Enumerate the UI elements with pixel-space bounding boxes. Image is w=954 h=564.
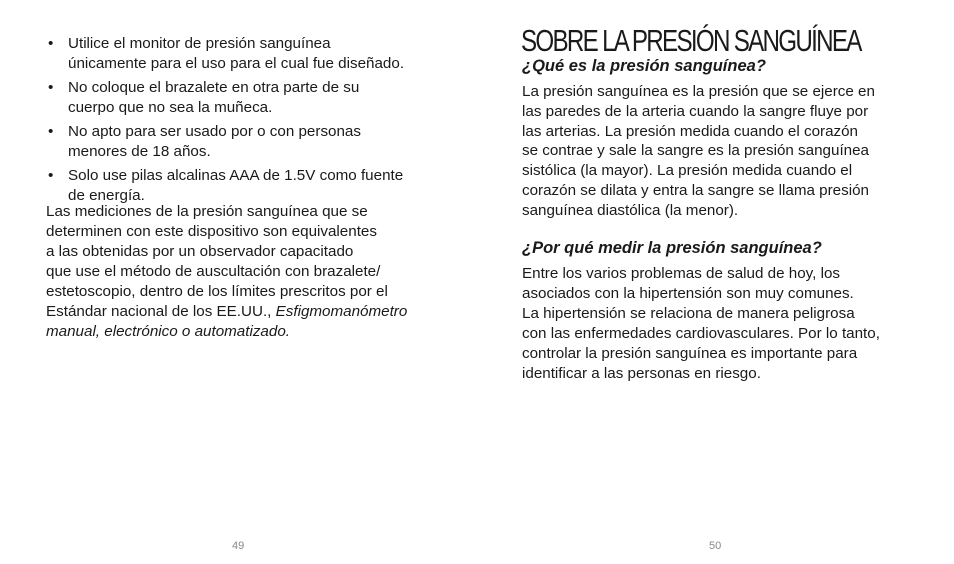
page-title: SOBRE LA PRESIÓN SANGUÍNEA: [521, 23, 861, 58]
bullet-icon: •: [48, 35, 54, 52]
paragraph-line: sanguínea diastólica (la menor).: [522, 201, 739, 219]
list-item: [46, 78, 446, 118]
list-item: [46, 122, 446, 162]
paragraph-line: controlar la presión sanguínea es importante para: [522, 345, 858, 362]
list-item-line: cuerpo que no sea la muñeca.: [68, 99, 273, 116]
paragraph-line: [46, 302, 446, 322]
paragraph-line: asociados con la hipertensión son muy comunes.: [522, 285, 854, 302]
list-item-line: Utilice el monitor de presión sanguínea: [68, 35, 331, 52]
paragraph-line: determinen con este dispositivo son equivalentes: [46, 223, 377, 240]
list-item-line: Solo use pilas alcalinas AAA de 1.5V como fuente: [68, 167, 404, 184]
section-heading-what-is: ¿Qué es la presión sanguínea?: [522, 57, 766, 75]
section-body-why-measure: [522, 264, 922, 384]
page-number-left: 49: [232, 540, 245, 552]
list-item-line: No coloque el brazalete en otra parte de su: [68, 79, 360, 96]
paragraph-line: las paredes de la arteria cuando la sangre fluye por: [522, 102, 869, 120]
paragraph-line: corazón se dilata y entra la sangre se llama presión: [522, 181, 869, 199]
right-page: [477, 0, 954, 564]
page-number-right: 50: [709, 540, 722, 552]
standard-text: Estándar nacional de los EE.UU.,: [46, 303, 276, 320]
paragraph-line: con las enfermedades cardiovasculares. Por lo tanto,: [522, 325, 880, 342]
standard-italic-text: Esfigmomanómetro: [275, 303, 408, 320]
list-item-line: únicamente para el uso para el cual fue diseñado.: [68, 55, 405, 72]
section-body-what-is: [522, 82, 917, 221]
list-item: [46, 166, 446, 206]
paragraph-line: identificar a las personas en riesgo.: [522, 365, 761, 382]
paragraph-line: se contrae y sale la sangre es la presión sanguínea: [522, 142, 869, 160]
section-heading-why-measure: ¿Por qué medir la presión sanguínea?: [522, 239, 822, 257]
paragraph-line: las arterias. La presión medida cuando el corazón: [522, 122, 859, 140]
paragraph-line: La presión sanguínea es la presión que se ejerce en: [522, 83, 875, 100]
accuracy-paragraph: [46, 202, 446, 342]
list-item: [46, 34, 446, 74]
paragraph-line: sistólica (la mayor). La presión medida cuando el: [522, 162, 853, 180]
bullet-icon: •: [48, 123, 54, 140]
list-item-line: menores de 18 años.: [68, 143, 211, 160]
paragraph-line: La hipertensión se relaciona de manera peligrosa: [522, 305, 855, 322]
precautions-list: [46, 34, 446, 210]
paragraph-line: estetoscopio, dentro de los límites prescritos por el: [46, 283, 388, 300]
paragraph-line: Las mediciones de la presión sanguínea que se: [46, 203, 368, 220]
bullet-icon: •: [48, 167, 54, 184]
standard-italic-text: manual, electrónico o automatizado.: [46, 323, 290, 340]
list-item-line: de energía.: [68, 187, 145, 204]
bullet-icon: •: [48, 79, 54, 96]
paragraph-line: [46, 322, 446, 342]
list-item-line: No apto para ser usado por o con personas: [68, 123, 361, 140]
paragraph-line: que use el método de auscultación con brazalete/: [46, 263, 381, 280]
paragraph-line: a las obtenidas por un observador capacitado: [46, 243, 354, 260]
paragraph-line: Entre los varios problemas de salud de hoy, los: [522, 265, 840, 282]
